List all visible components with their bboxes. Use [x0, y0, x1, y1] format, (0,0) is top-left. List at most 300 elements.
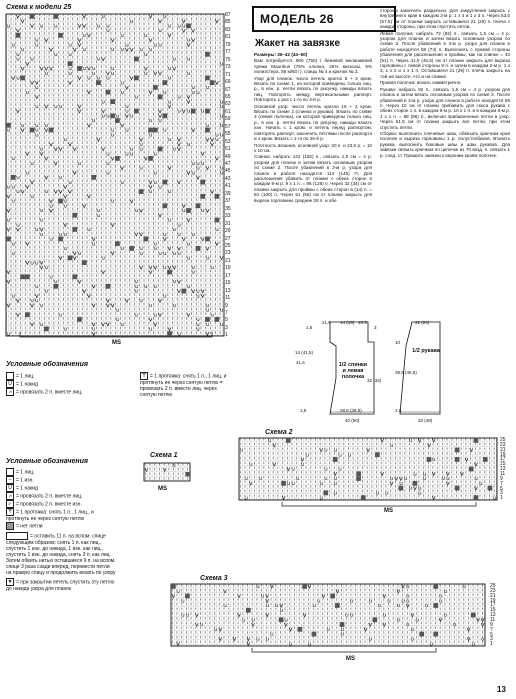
row-number: 1 [500, 495, 503, 502]
yarn-over-mark: U [172, 227, 176, 233]
yarn-over-mark: U [196, 89, 200, 95]
page-number: 13 [497, 685, 506, 694]
row-number: 45 [225, 168, 231, 175]
yarn-over-mark: U [349, 612, 354, 618]
no-stitch-mark [49, 128, 54, 133]
yarn-over-mark: U [35, 283, 39, 289]
yarn-over-mark: U [199, 622, 204, 628]
yarn-over-mark: U [35, 260, 39, 266]
row-number: 11 [500, 470, 506, 477]
yarn-over-mark: U [406, 584, 410, 590]
yarn-over-mark: U [35, 42, 39, 48]
row-number: 1 [225, 332, 228, 339]
k2tog-symbol-icon: ⩘ [6, 388, 14, 396]
no-stitch-mark [215, 194, 220, 199]
yarn-over-mark: U [453, 622, 457, 628]
yarn-over-mark: U [11, 250, 15, 256]
no-stitch-mark [427, 457, 432, 462]
yarn-over-mark: U [172, 462, 176, 468]
no-stitch-mark [11, 175, 16, 180]
no-stitch-mark [134, 57, 139, 62]
no-stitch-mark [205, 128, 210, 133]
row-number: 5 [490, 631, 493, 638]
yarn-over-mark: U [265, 636, 269, 642]
row-number: 39 [225, 190, 231, 197]
no-stitch-mark [488, 486, 493, 491]
yarn-over-mark: U [338, 466, 342, 472]
yarn-over-mark: U [92, 241, 96, 247]
yarn-over-mark: U [201, 108, 205, 114]
yarn-over-mark: U [163, 127, 167, 133]
no-stitch-mark [455, 457, 460, 462]
yarn-over-mark: U [382, 612, 387, 618]
no-stitch-mark [469, 467, 474, 472]
yarn-over-mark: U [40, 302, 44, 308]
yarn-over-mark: U [6, 23, 11, 29]
yarn-over-mark: U [54, 279, 58, 285]
schema3-title: Схема 3 [200, 575, 228, 582]
no-stitch-mark [106, 284, 111, 289]
yarn-over-mark: U [387, 598, 391, 604]
yarn-over-mark: U [167, 75, 172, 81]
row-number: 9 [500, 475, 503, 482]
yarn-over-mark: U [441, 476, 445, 482]
yarn-over-mark: U [191, 231, 195, 237]
row-number: 77 [225, 49, 231, 56]
yarn-over-mark: U [186, 37, 191, 43]
row-number: 33 [225, 213, 231, 220]
no-stitch-mark [115, 241, 120, 246]
left-legend-items [6, 372, 128, 396]
dim-7: 41,5 [296, 360, 305, 365]
yarn-over-mark: U [215, 227, 219, 233]
yarn-over-mark: U [149, 302, 153, 308]
yarn-over-mark: U [258, 476, 262, 482]
yarn-over-mark: U [215, 137, 219, 143]
yarn-over-mark: U [82, 32, 86, 38]
yarn-over-mark: U [11, 156, 15, 162]
yarn-over-mark: U [214, 626, 218, 632]
no-stitch-mark [30, 128, 35, 133]
yarn-over-mark: U [44, 70, 49, 76]
model-number: МОДЕЛЬ 26 [260, 12, 334, 26]
yarn-over-mark: U [347, 452, 352, 458]
yarn-over-mark: U [106, 75, 110, 81]
yarn-over-mark: U [54, 103, 58, 109]
schema3-ms-bracket [250, 646, 440, 656]
yarn-over-mark: U [172, 279, 176, 285]
no-stitch-mark [215, 218, 220, 223]
no-stitch-mark [106, 90, 111, 95]
row-number: 19 [490, 597, 496, 604]
yarn-over-mark: U [40, 217, 44, 223]
yarn-over-mark: U [153, 170, 158, 176]
yarn-over-mark: U [242, 617, 246, 623]
no-stitch-mark [200, 194, 205, 199]
yarn-over-mark: U [16, 222, 20, 228]
cluster-symbol-icon [6, 532, 28, 540]
yarn-over-mark: U [16, 189, 20, 195]
schema2-grid [238, 437, 500, 505]
dim-6: 14 (41,5) [295, 350, 314, 355]
yarn-over-mark: U [319, 495, 323, 501]
yarn-over-mark: U [181, 612, 185, 618]
no-stitch-mark [115, 118, 120, 123]
no-stitch-mark [373, 617, 378, 622]
no-stitch-mark [115, 156, 120, 161]
yarn-over-mark: U [35, 37, 39, 43]
yarn-over-mark: U [63, 246, 67, 252]
yarn-over-mark: U [40, 321, 44, 327]
schema2-ms-label: MS [384, 508, 393, 514]
no-stitch-mark [72, 213, 77, 218]
yarn-over-mark: U [406, 593, 410, 599]
no-stitch-mark [68, 256, 73, 261]
yarn-over-mark: U [21, 47, 25, 53]
no-stitch-mark [205, 237, 210, 242]
row-number: 87 [225, 12, 231, 18]
k2tog-symbol-icon: ⩘ [6, 492, 14, 500]
no-stitch-mark [191, 109, 196, 114]
yarn-over-mark: U [186, 56, 191, 62]
yarn-over-mark: U [438, 598, 443, 604]
yarn-over-mark: U [115, 307, 120, 313]
no-stitch-mark [153, 85, 158, 90]
yarn-over-mark: U [134, 283, 139, 289]
yarn-over-mark: U [49, 236, 53, 242]
no-stitch-mark [72, 274, 77, 279]
no-stitch-mark [215, 317, 220, 322]
no-stitch-mark [471, 613, 476, 618]
no-stitch-mark [167, 270, 172, 275]
no-stitch-mark [286, 438, 291, 443]
yarn-over-mark: U [58, 103, 63, 109]
yarn-over-mark: U [274, 603, 279, 609]
row-number: 23 [225, 250, 231, 257]
row-number: 71 [225, 71, 231, 78]
yarn-over-mark: U [196, 160, 200, 166]
yarn-over-mark: U [153, 179, 158, 185]
yarn-over-symbol-icon: U [6, 484, 14, 492]
sleeve-dim-4: 1,5 [395, 408, 402, 413]
yarn-over-mark: U [16, 75, 20, 81]
yarn-over-mark: U [87, 75, 91, 81]
yarn-over-mark: U [167, 137, 172, 143]
yarn-over-mark: U [396, 603, 401, 609]
yarn-over-mark: U [35, 132, 39, 138]
row-number: 15 [490, 607, 496, 614]
row-number: 21 [225, 257, 231, 264]
yarn-over-mark: U [120, 80, 124, 86]
yarn-over-mark: U [481, 636, 485, 642]
yarn-over-mark: U [220, 103, 224, 109]
no-stitch-mark [181, 289, 186, 294]
no-stitch-mark [210, 80, 215, 85]
row-number: 85 [225, 19, 231, 26]
no-stitch-mark [158, 147, 163, 152]
yarn-over-mark: U [139, 246, 143, 252]
yarn-over-mark: U [172, 302, 176, 308]
dim-2: 21,5 [322, 320, 331, 325]
yarn-over-mark: U [286, 480, 291, 486]
yarn-over-mark: U [333, 447, 337, 453]
yarn-over-mark: U [130, 18, 134, 24]
yarn-over-mark: U [130, 151, 134, 157]
yarn-over-mark: U [163, 293, 167, 299]
yarn-over-mark: U [401, 598, 405, 604]
row-number: 25 [490, 583, 496, 589]
yarn-over-mark: U [153, 42, 158, 48]
yarn-over-mark: U [11, 184, 15, 190]
yarn-over-mark: U [35, 227, 39, 233]
no-stitch-mark [413, 481, 418, 486]
row-number: 31 [225, 220, 231, 227]
legend-item-k2tog: ⩘ = провязать 2 п. вместе лиц. [6, 388, 128, 396]
yarn-over-mark: U [177, 23, 181, 29]
yarn-over-mark: U [44, 189, 49, 195]
row-number: 83 [225, 26, 231, 33]
yarn-over-mark: U [111, 198, 115, 204]
yarn-over-mark: U [158, 118, 162, 124]
row-number: 11 [225, 295, 231, 302]
yarn-over-mark: U [68, 179, 72, 185]
no-stitch-mark [433, 632, 438, 637]
dim-4: 10,5 [358, 320, 367, 325]
row-number: 7 [500, 480, 503, 487]
row-number: 17 [500, 456, 506, 463]
yarn-over-mark: U [333, 490, 337, 496]
yarn-over-mark: U [443, 588, 447, 594]
yarn-over-mark: U [172, 146, 176, 152]
yarn-over-mark: U [35, 103, 39, 109]
no-stitch-mark [6, 237, 11, 242]
no-stitch-mark [330, 594, 335, 599]
dim-11: 40 (50) [345, 418, 360, 423]
yarn-over-mark: U [408, 438, 412, 444]
yarn-over-mark: U [424, 603, 429, 609]
no-stitch-mark [162, 203, 167, 208]
no-stitch-mark [58, 33, 63, 38]
yarn-over-mark: U [410, 626, 415, 632]
yarn-over-mark: U [106, 170, 110, 176]
row-number: 15 [225, 280, 231, 287]
yarn-over-mark: U [101, 113, 105, 119]
no-stitch-mark [129, 246, 134, 251]
yarn-over-mark: U [153, 246, 158, 252]
row-number: 73 [225, 64, 231, 71]
yarn-over-mark: U [422, 471, 427, 477]
yarn-over-mark: U [158, 250, 162, 256]
yarn-over-mark: U [201, 160, 205, 166]
yarn-over-mark: U [196, 326, 200, 332]
row-number: 13 [225, 287, 231, 294]
yarn-over-mark: U [134, 312, 139, 318]
yarn-over-mark: U [196, 288, 200, 294]
left-legend-right: Ɏ = 1 протяжка: снять 1 п., 1 лиц. и протянуть ее через снятую петлю = провязать 2 п. вместе лиц. через снятую петлю [140, 373, 227, 398]
no-stitch-mark [134, 76, 139, 81]
schema3-grid [170, 583, 488, 651]
no-stitch-mark [82, 260, 87, 265]
left-chart-ms-label: MS [112, 340, 121, 346]
yarn-over-mark: U [111, 66, 115, 72]
no-stitch-mark [185, 472, 190, 477]
yarn-over-mark: U [134, 279, 139, 285]
no-stitch-mark [433, 584, 438, 589]
yarn-over-mark: U [139, 298, 143, 304]
yarn-over-mark: U [220, 307, 224, 313]
no-stitch-mark [30, 14, 35, 19]
back-piece-label: 1/2 спинки и левая полочка [338, 362, 368, 380]
yarn-over-mark: U [139, 250, 143, 256]
yarn-over-mark: U [493, 495, 497, 501]
no-stitch-mark [279, 617, 284, 622]
yarn-over-mark: U [220, 170, 224, 176]
yarn-over-mark: U [446, 476, 450, 482]
yarn-over-mark: U [220, 122, 224, 128]
yarn-over-mark: U [186, 255, 191, 261]
yarn-over-mark: U [291, 480, 295, 486]
row-number: 5 [225, 317, 228, 324]
no-stitch-mark [455, 448, 460, 453]
row-number: 61 [225, 108, 231, 115]
no-stitch-mark [134, 109, 139, 114]
yarn-over-mark: U [35, 85, 39, 91]
yarn-over-mark: U [177, 250, 181, 256]
yarn-over-mark: U [186, 141, 191, 147]
yarn-over-mark: U [30, 193, 34, 199]
no-stitch-mark [15, 33, 20, 38]
yarn-over-mark: U [256, 584, 260, 590]
no-stitch-mark [162, 80, 167, 85]
yarn-over-mark: U [96, 208, 101, 214]
yarn-over-mark: U [144, 283, 148, 289]
yarn-over-mark: U [239, 447, 244, 453]
no-stitch-mark [110, 113, 115, 118]
row-number: 23 [500, 441, 506, 448]
yarn-over-mark: U [167, 189, 172, 195]
yarn-over-mark: U [58, 175, 63, 181]
yarn-over-mark: U [340, 631, 344, 637]
yarn-over-mark: U [191, 264, 195, 270]
row-number: 9 [225, 302, 228, 309]
yarn-over-mark: U [305, 452, 309, 458]
yarn-over-mark: U [92, 326, 96, 332]
yarn-over-mark: U [479, 480, 483, 486]
yarn-over-mark: U [106, 113, 110, 119]
yarn-over-mark: U [11, 293, 15, 299]
yarn-over-mark: U [368, 636, 372, 642]
yarn-over-mark: U [101, 14, 105, 20]
schema1-grid [143, 462, 193, 488]
row-number: 1 [490, 641, 493, 648]
row-number: 21 [490, 592, 496, 599]
row-number: 67 [225, 86, 231, 93]
no-stitch-mark [200, 180, 205, 185]
row-number: 15 [500, 461, 506, 468]
yarn-over-mark: U [16, 51, 20, 57]
yarn-over-mark: U [11, 198, 15, 204]
row-number: 7 [490, 626, 493, 633]
row-number: 43 [225, 175, 231, 182]
row-number: 49 [225, 153, 231, 160]
schema2-ms-bracket [280, 500, 480, 510]
yarn-over-mark: U [16, 175, 20, 181]
yarn-over-mark: U [106, 28, 110, 34]
sleeve-dim-2: 10 [395, 340, 401, 345]
yarn-over-mark: U [125, 103, 129, 109]
yarn-over-mark: U [289, 641, 293, 647]
yarn-over-mark: U [167, 217, 172, 223]
yarn-over-mark: U [191, 170, 195, 176]
yarn-over-mark: U [25, 170, 30, 176]
row-number: 81 [225, 34, 231, 41]
yarn-over-mark: U [167, 23, 172, 29]
no-stitch-symbol-icon [6, 522, 14, 530]
dim-10: 1,5 [300, 408, 307, 413]
row-number: 23 [490, 587, 496, 594]
yarn-over-mark: U [130, 113, 134, 119]
yarn-over-mark: U [139, 47, 143, 53]
no-stitch-mark [158, 95, 163, 100]
no-stitch-mark [281, 481, 286, 486]
yarn-over-mark: U [249, 461, 253, 467]
no-stitch-mark [58, 237, 63, 242]
no-stitch-mark [162, 113, 167, 118]
yarn-over-mark: U [120, 246, 124, 252]
row-number: 25 [500, 437, 506, 443]
yarn-over-mark: U [120, 32, 124, 38]
yarn-over-mark: U [312, 603, 316, 609]
yarn-over-mark: U [324, 447, 328, 453]
yarn-over-mark: U [260, 593, 265, 599]
row-number: 3 [500, 490, 503, 497]
sleeve-piece-label: 1/2 рукава [412, 348, 440, 354]
yarn-over-mark: U [177, 231, 181, 237]
yarn-over-mark: U [163, 14, 167, 20]
row-number: 65 [225, 93, 231, 100]
yarn-over-mark: U [63, 326, 67, 332]
yarn-over-mark: U [319, 480, 323, 486]
yarn-over-mark: U [270, 631, 274, 637]
no-stitch-mark [196, 203, 201, 208]
yarn-over-mark: U [186, 108, 191, 114]
yarn-over-mark: U [68, 70, 72, 76]
yarn-over-mark: U [349, 598, 354, 604]
yarn-over-mark: U [338, 452, 342, 458]
yarn-over-mark: U [87, 227, 91, 233]
row-number: 35 [225, 205, 231, 212]
yarn-over-mark: U [244, 495, 248, 501]
yarn-over-mark: U [172, 250, 176, 256]
yarn-over-mark: U [115, 317, 120, 323]
yarn-over-mark: U [139, 146, 143, 152]
yarn-over-mark: U [139, 141, 143, 147]
yarn-over-mark: U [35, 298, 39, 304]
yarn-over-mark: U [58, 231, 63, 237]
yarn-over-mark: U [101, 99, 105, 105]
yarn-over-mark: U [101, 255, 105, 261]
yarn-over-mark: U [418, 485, 422, 491]
yarn-over-mark: U [267, 438, 272, 444]
no-stitch-mark [72, 227, 77, 232]
no-stitch-mark [171, 584, 176, 589]
yarn-over-mark: U [191, 85, 195, 91]
yarn-over-mark: U [58, 312, 63, 318]
row-number: 57 [225, 123, 231, 130]
yarn-over-mark: U [49, 203, 53, 209]
yarn-over-mark: U [215, 132, 219, 138]
yarn-over-mark: U [345, 612, 349, 618]
